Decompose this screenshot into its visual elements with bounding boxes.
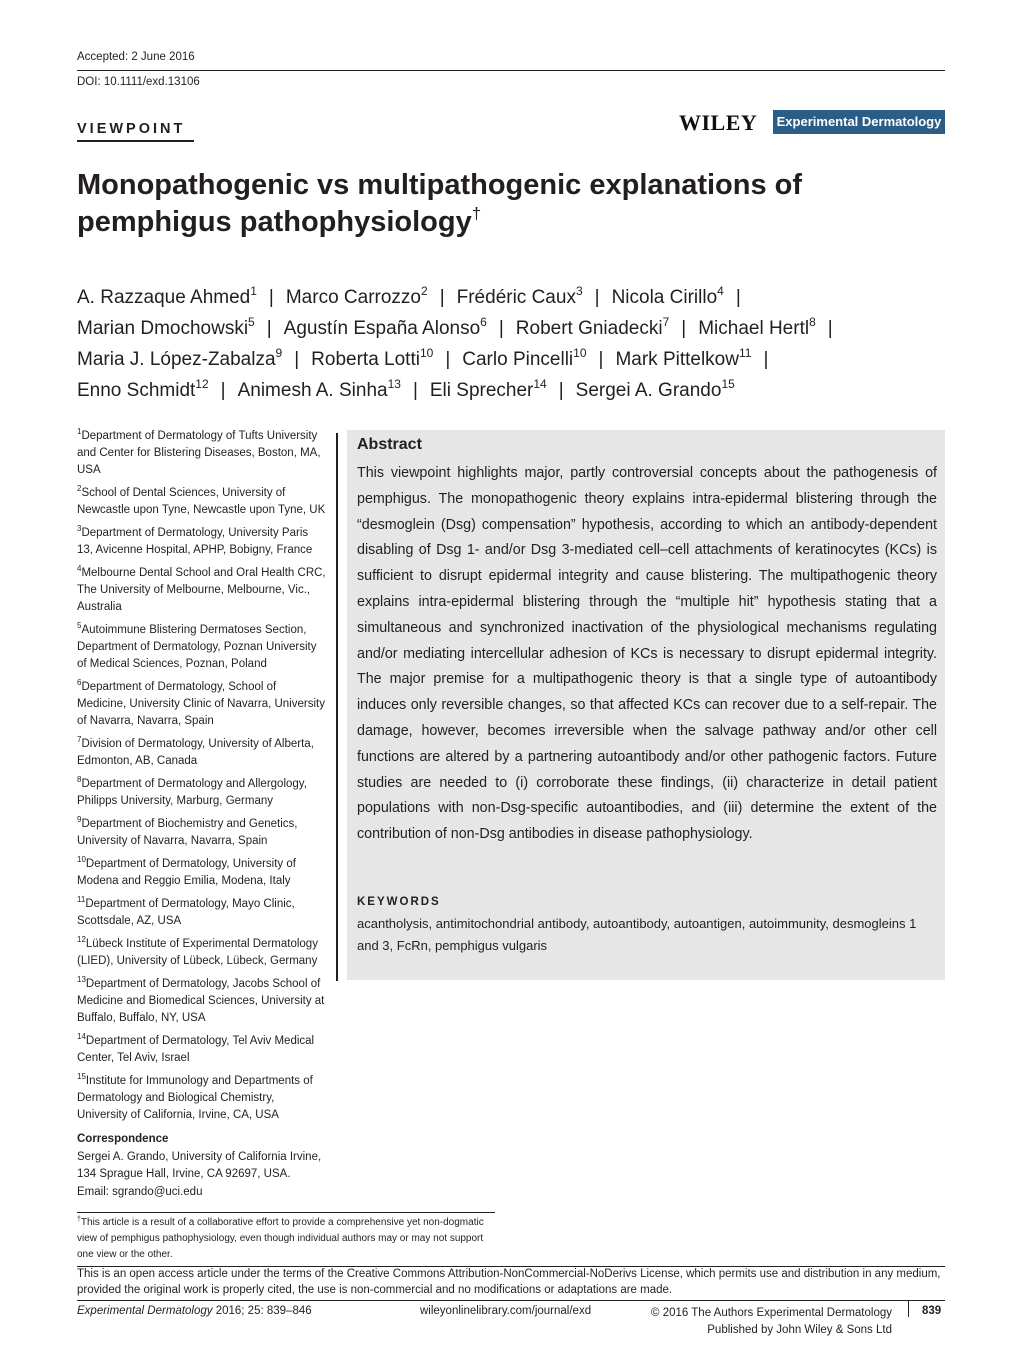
author-name[interactable]	[77, 377, 209, 401]
author-name[interactable]	[611, 284, 724, 308]
article-title	[77, 167, 937, 241]
author-name-text: Maria J. López-Zabalza	[77, 349, 276, 370]
affiliation-item	[77, 736, 327, 770]
author-separator: |	[220, 380, 226, 401]
affiliation-number: 5	[77, 621, 82, 630]
affiliation-text: Autoimmune Blistering Dermatoses Section, Department of Dermatology, Poznan University of Medical Sciences, Poznan, Poland	[77, 624, 317, 670]
affiliation-text: Department of Dermatology and Allergology, Philipps University, Marburg, Germany	[77, 778, 307, 807]
section-underline	[77, 140, 194, 142]
author-separator: |	[439, 287, 445, 308]
author-separator: |	[594, 287, 600, 308]
affiliation-text: Institute for Immunology and Departments of Dermatology and Biological Chemistry, University of California, Irvine, CA, USA	[77, 1075, 313, 1121]
author-separator: |	[268, 287, 274, 308]
author-separator: |	[266, 318, 272, 339]
author-affiliation-number: 10	[573, 346, 587, 360]
footer-journal-name: Experimental Dermatology	[77, 1305, 213, 1317]
author-name[interactable]	[698, 315, 816, 339]
author-name[interactable]	[456, 284, 583, 308]
correspondence-heading: Correspondence	[77, 1133, 169, 1145]
author-affiliation-number: 1	[250, 284, 257, 298]
author-affiliation-number: 7	[662, 315, 670, 329]
author-list	[77, 282, 957, 406]
affiliation-item	[77, 896, 327, 930]
doi[interactable]: DOI: 10.1111/exd.13106	[77, 76, 200, 88]
title-footnote-mark[interactable]: †	[471, 204, 482, 223]
author-name-text: Carlo Pincelli	[462, 349, 574, 370]
author-name[interactable]	[575, 377, 735, 401]
author-affiliation-number: 14	[533, 377, 547, 391]
affiliation-number: 8	[77, 775, 82, 784]
keywords-text: acantholysis, antimitochondrial antibody, autoantibody, autoantigen, autoimmunity, desmogleins 1 and 3, FcRn, pemphigus vulgaris	[357, 916, 917, 953]
affiliation-number: 2	[77, 484, 82, 493]
author-separator: |	[445, 349, 451, 370]
author-affiliation-number: 12	[195, 377, 209, 391]
author-affiliation-number: 2	[421, 284, 428, 298]
footer-rule	[77, 1300, 945, 1301]
affiliation-text: Department of Dermatology, Tel Aviv Medical Center, Tel Aviv, Israel	[77, 1035, 315, 1064]
affiliation-item	[77, 1073, 327, 1124]
author-name-text: Nicola Cirillo	[611, 287, 718, 308]
abstract-text: This viewpoint highlights major, partly controversial concepts about the pathogenesis of pemphigus. The monopathogenic theory explains intra-epidermal blistering through the “desmoglein (Dsg) compensation” hypothesis, according to which an antibody-dependent disabling of Dsg 1- and/or Dsg 3-mediated cell–cell attachments of keratinocytes (KCs) is sufficient to disrupt epidermal integrity and cause blistering. The multipathogenic theory explains intra-epidermal blistering through the “multiple hit” hypothesis stating that a simultaneous and synchronized inactivation of the physiological mechanisms regulating and/or mediating intercellular adhesion of KCs is necessary to disrupt epidermal integrity. The major premise for a multipathogenic theory is that a single type of autoantibody induces only reversible changes, so that affected KCs can recover due to a self-repair. The damage, however, becomes irreversible when the salvage pathway and/or other cell functions are altered by a partnering autoantibody and/or other pathogenic factors. Future studies are needed to (i) corroborate these findings, (ii) characterize in detail patient populations with non-Dsg-specific autoantibodies, and (iii) determine the extent of the contribution of non-Dsg antibodies in disease pathophysiology.	[357, 465, 937, 843]
author-affiliation-number: 10	[419, 346, 434, 360]
license-text: This is an open access article under the terms of the Creative Commons Attribution-NonCommercial-NoDerivs License, which permits use and distribution in any medium, provided the original work is properly cited, the use is non-commercial and no modifications or adaptations are made.	[77, 1268, 941, 1296]
author-affiliation-number: 15	[721, 377, 735, 391]
affiliation-text: Department of Dermatology, School of Medicine, University Clinic of Navarra, University of Navarra, Navarra, Spain	[77, 681, 325, 727]
author-name-text: Michael Hertl	[698, 318, 810, 339]
affiliation-number: 7	[77, 735, 82, 744]
author-name[interactable]	[77, 284, 257, 308]
affiliation-item	[77, 485, 327, 519]
author-affiliation-number: 11	[738, 346, 752, 360]
affiliation-number: 4	[77, 564, 82, 573]
affiliation-item	[77, 428, 327, 479]
footer-copyright	[640, 1305, 892, 1339]
section-label: VIEWPOINT	[77, 121, 186, 137]
affiliation-item	[77, 856, 327, 890]
correspondence-email[interactable]: Email: sgrando@uci.edu	[77, 1185, 203, 1198]
author-name-text: Eli Sprecher	[429, 380, 534, 401]
affiliation-text: Department of Dermatology, Mayo Clinic, Scottsdale, AZ, USA	[77, 898, 295, 927]
author-name-text: Enno Schmidt	[77, 380, 196, 401]
footer-citation	[77, 1305, 312, 1317]
author-name-text: A. Razzaque Ahmed	[77, 287, 251, 308]
author-separator: |	[827, 318, 833, 339]
author-affiliation-number: 8	[809, 315, 816, 329]
affiliation-number: 6	[77, 678, 82, 687]
affiliation-text: Department of Dermatology of Tufts University and Center for Blistering Diseases, Boston, MA, USA	[77, 430, 321, 476]
author-name[interactable]	[311, 346, 434, 370]
footer-divider	[908, 1301, 909, 1317]
affiliation-item	[77, 936, 327, 970]
affiliation-text: Division of Dermatology, University of Alberta, Edmonton, AB, Canada	[77, 738, 314, 767]
footnote	[77, 1215, 487, 1263]
affiliation-item	[77, 525, 327, 559]
correspondence-line: Sergei A. Grando, University of California Irvine,	[77, 1150, 322, 1163]
affiliation-item	[77, 679, 327, 730]
author-name[interactable]	[615, 346, 752, 370]
journal-badge: Experimental Dermatology	[773, 110, 945, 134]
author-name[interactable]	[237, 377, 401, 401]
affiliation-number: 9	[77, 815, 82, 824]
page-number: 839	[922, 1305, 942, 1317]
footer-publisher-line: Published by John Wiley & Sons Ltd	[707, 1324, 892, 1336]
author-name-text: Sergei A. Grando	[575, 380, 722, 401]
correspondence	[77, 1131, 337, 1201]
author-separator: |	[763, 349, 769, 370]
affiliations	[77, 428, 327, 1130]
footnote-text: This article is a result of a collaborative effort to provide a comprehensive yet non-dogmatic view of pemphigus pathophysiology, even though individual authors may or may not support one view or the other.	[77, 1217, 484, 1260]
author-name-text: Robert Gniadecki	[515, 318, 663, 339]
affiliation-item	[77, 565, 327, 616]
author-affiliation-number: 9	[275, 346, 283, 360]
author-separator: |	[735, 287, 741, 308]
author-name[interactable]	[515, 315, 670, 339]
affiliation-number: 14	[77, 1032, 86, 1041]
author-affiliation-number: 4	[717, 284, 724, 298]
author-name[interactable]	[285, 284, 428, 308]
author-affiliation-number: 13	[387, 377, 401, 391]
author-separator: |	[681, 318, 687, 339]
publisher-logo: WILEY	[679, 110, 758, 135]
affiliation-text: Department of Dermatology, University of Modena and Reggio Emilia, Modena, Italy	[77, 858, 296, 887]
affiliation-item	[77, 816, 327, 850]
author-separator: |	[598, 349, 604, 370]
author-name-text: Marco Carrozzo	[285, 287, 421, 308]
author-name[interactable]	[77, 315, 255, 339]
affiliation-text: Lübeck Institute of Experimental Dermatology (LIED), University of Lübeck, Lübeck, Germany	[77, 938, 318, 967]
author-name-text: Agustín España Alonso	[283, 318, 481, 339]
author-affiliation-number: 6	[480, 315, 487, 329]
abstract-heading: Abstract	[357, 436, 422, 453]
affiliation-text: Department of Dermatology, University Paris 13, Avicenne Hospital, APHP, Bobigny, France	[77, 527, 313, 556]
affiliation-item	[77, 1033, 327, 1067]
title-text: Monopathogenic vs multipathogenic explanations of pemphigus pathophysiology	[77, 169, 803, 238]
affiliation-text: Melbourne Dental School and Oral Health CRC, The University of Melbourne, Melbourne, Vic., Australia	[77, 567, 326, 613]
author-name[interactable]	[77, 346, 283, 370]
affiliation-text: School of Dental Sciences, University of Newcastle upon Tyne, Newcastle upon Tyne, UK	[77, 487, 326, 516]
affiliation-item	[77, 622, 327, 673]
footer-copyright-line: © 2016 The Authors Experimental Dermatology	[651, 1307, 892, 1319]
author-name-text: Mark Pittelkow	[615, 349, 739, 370]
author-name-text: Frédéric Caux	[456, 287, 576, 308]
author-name[interactable]	[429, 377, 547, 401]
affiliation-number: 11	[77, 895, 86, 904]
affiliation-text: Department of Biochemistry and Genetics, University of Navarra, Navarra, Spain	[77, 818, 298, 847]
affiliation-text: Department of Dermatology, Jacobs School of Medicine and Biomedical Sciences, University at Buffalo, Buffalo, NY, USA	[77, 978, 325, 1024]
affiliation-item	[77, 776, 327, 810]
author-name[interactable]	[283, 315, 487, 339]
footer-citation-detail: 2016; 25: 839–846	[212, 1305, 312, 1317]
header-rule	[77, 70, 945, 71]
affiliation-number: 13	[77, 975, 86, 984]
author-name-text: Marian Dmochowski	[77, 318, 249, 339]
footnote-mark: †	[77, 1216, 81, 1223]
accepted-date: Accepted: 2 June 2016	[77, 51, 195, 63]
author-name[interactable]	[462, 346, 587, 370]
author-name-text: Animesh A. Sinha	[237, 380, 388, 401]
affiliation-number: 12	[77, 935, 86, 944]
affiliation-number: 10	[77, 855, 86, 864]
correspondence-line: 134 Sprague Hall, Irvine, CA 92697, USA.	[77, 1168, 291, 1180]
column-divider	[336, 433, 338, 981]
author-name-text: Roberta Lotti	[311, 349, 420, 370]
author-separator: |	[558, 380, 564, 401]
affiliation-number: 15	[77, 1072, 86, 1081]
footnote-rule	[77, 1212, 495, 1213]
author-separator: |	[498, 318, 504, 339]
footer-url[interactable]: wileyonlinelibrary.com/journal/exd	[420, 1305, 592, 1317]
affiliation-number: 3	[77, 524, 82, 533]
affiliation-number: 1	[77, 427, 82, 436]
author-affiliation-number: 5	[248, 315, 255, 329]
affiliation-item	[77, 976, 327, 1027]
author-affiliation-number: 3	[575, 284, 583, 298]
author-separator: |	[412, 380, 418, 401]
keywords-heading: KEYWORDS	[357, 896, 441, 908]
author-separator: |	[294, 349, 300, 370]
